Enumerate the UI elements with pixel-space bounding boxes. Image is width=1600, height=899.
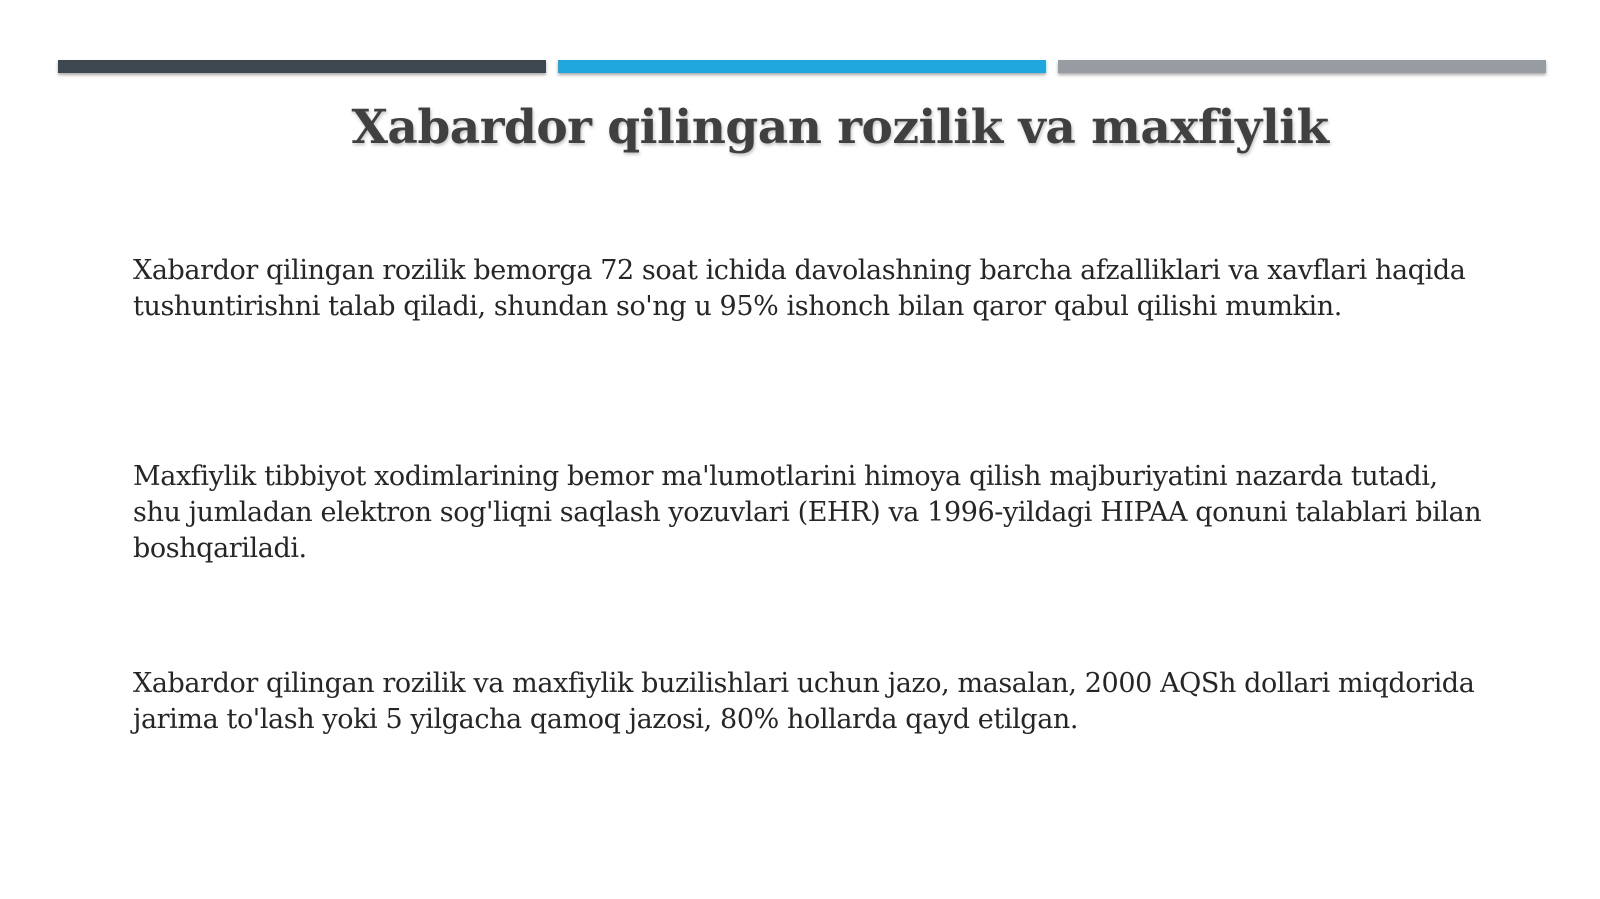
accent-bar-dark [58,60,546,73]
body-paragraph-consent: Xabardor qilingan rozilik bemorga 72 soat ichida davolashning barcha afzalliklari va xavflari haqida tushuntirishni talab qiladi, shundan so'ng u 95% ishonch bilan qaror qabul qilishi mumkin. [133,255,1466,322]
accent-bar-blue [558,60,1046,73]
body-paragraph-penalties: Xabardor qilingan rozilik va maxfiylik buzilishlari uchun jazo, masalan, 2000 AQSh dollari miqdorida jarima to'lash yoki 5 yilgacha qamoq jazosi, 80% hollarda qayd etilgan. [133,668,1475,735]
slide-title: Xabardor qilingan rozilik va maxfiylik [351,100,1329,155]
accent-bar-gray [1058,60,1546,73]
body-paragraph-confidentiality: Maxfiylik tibbiyot xodimlarining bemor ma'lumotlarini himoya qilish majburiyatini nazarda tutadi, shu jumladan elektron sog'liqni saqlash yozuvlari (EHR) va 1996-yildagi HIPAA qonuni talablari bilan boshqariladi. [133,461,1482,564]
